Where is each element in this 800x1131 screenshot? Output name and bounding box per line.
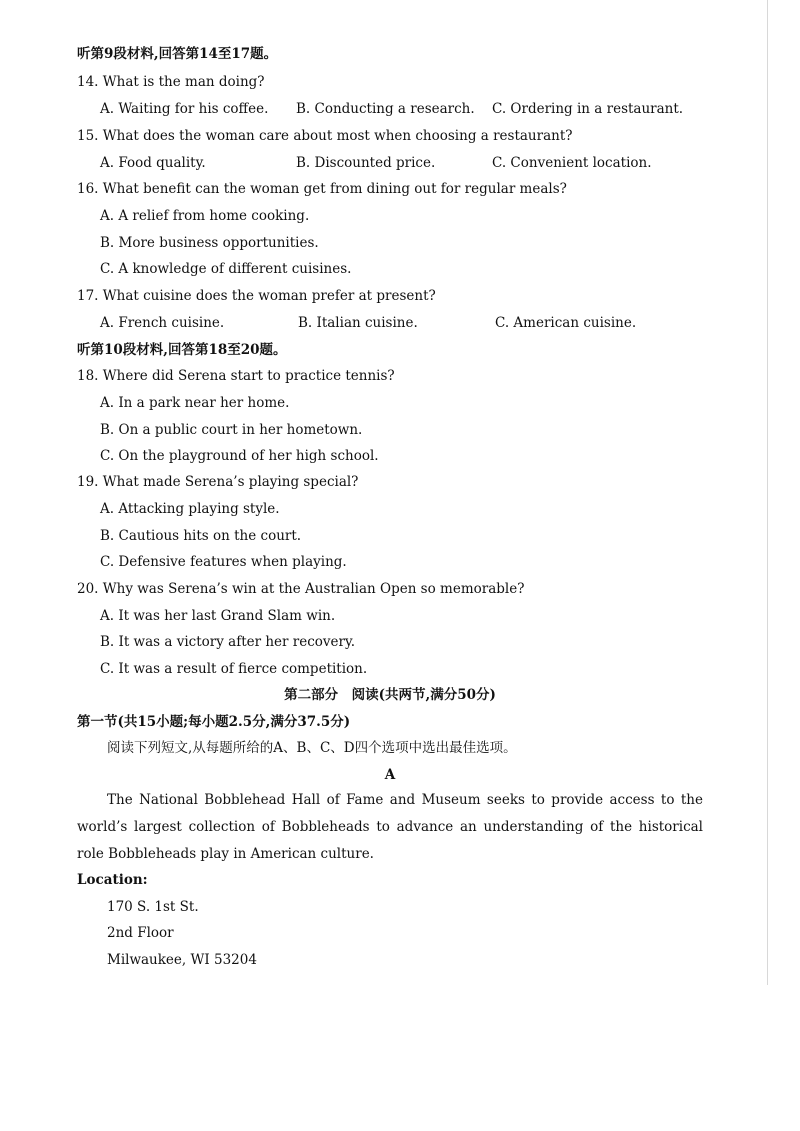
question-20-option-a: A. It was her last Grand Slam win. — [100, 608, 336, 624]
question-16-option-a: A. A relief from home cooking. — [100, 208, 310, 224]
reading-instruction: 阅读下列短文,从每题所给的A、B、C、D四个选项中选出最佳选项。 — [107, 740, 517, 756]
option-a: A. Waiting for his coffee. — [100, 101, 269, 117]
address-line-2: 2nd Floor — [107, 925, 174, 941]
question-16-option-c: C. A knowledge of different cuisines. — [100, 261, 352, 277]
section-1-heading: 第一节(共15小题;每小题2.5分,满分37.5分) — [77, 714, 351, 730]
question-17-stem: 17. What cuisine does the woman prefer at present? — [77, 288, 436, 304]
question-19-stem: 19. What made Serena’s playing special? — [77, 474, 359, 490]
question-16-option-b: B. More business opportunities. — [100, 235, 319, 251]
question-19-option-a: A. Attacking playing style. — [100, 501, 280, 517]
question-20-stem: 20. Why was Serena’s win at the Australian Open so memorable? — [77, 581, 525, 597]
section-10-heading: 听第10段材料,回答第18至20题。 — [77, 342, 287, 358]
passage-label: A — [384, 767, 396, 783]
passage-paragraph: The National Bobblehead Hall of Fame and Museum seeks to provide access to the world’s largest collection of Bobbleheads to advance an understanding of the historical role Bobbleheads play in American culture. — [77, 792, 703, 862]
page-edge-divider — [767, 0, 768, 985]
question-20-option-b: B. It was a victory after her recovery. — [100, 634, 356, 650]
question-16-stem: 16. What benefit can the woman get from dining out for regular meals? — [77, 181, 567, 197]
option-b: B. Italian cuisine. — [298, 315, 418, 331]
option-c: C. Convenient location. — [492, 155, 652, 171]
question-15-options — [100, 154, 652, 172]
option-a: A. French cuisine. — [100, 315, 225, 331]
part-2-title: 第二部分 阅读(共两节,满分50分) — [284, 687, 496, 703]
option-b: B. Discounted price. — [296, 155, 436, 171]
question-18-option-a: A. In a park near her home. — [100, 395, 290, 411]
question-20-option-c: C. It was a result of fierce competition. — [100, 661, 368, 677]
question-18-option-c: C. On the playground of her high school. — [100, 448, 379, 464]
question-17-options — [100, 314, 636, 332]
address-line-1: 170 S. 1st St. — [107, 899, 199, 915]
option-a: A. Food quality. — [100, 155, 206, 171]
question-19-option-b: B. Cautious hits on the court. — [100, 528, 302, 544]
question-14-stem: 14. What is the man doing? — [77, 74, 265, 90]
option-b: B. Conducting a research. — [296, 101, 475, 117]
question-14-options — [100, 100, 683, 118]
section-9-heading: 听第9段材料,回答第14至17题。 — [77, 46, 278, 62]
question-15-stem: 15. What does the woman care about most when choosing a restaurant? — [77, 128, 573, 144]
location-label: Location: — [77, 872, 148, 888]
address-line-3: Milwaukee, WI 53204 — [107, 952, 257, 968]
option-c: C. Ordering in a restaurant. — [492, 101, 684, 117]
question-18-option-b: B. On a public court in her hometown. — [100, 422, 363, 438]
question-19-option-c: C. Defensive features when playing. — [100, 554, 347, 570]
question-18-stem: 18. Where did Serena start to practice tennis? — [77, 368, 395, 384]
option-c: C. American cuisine. — [495, 315, 637, 331]
